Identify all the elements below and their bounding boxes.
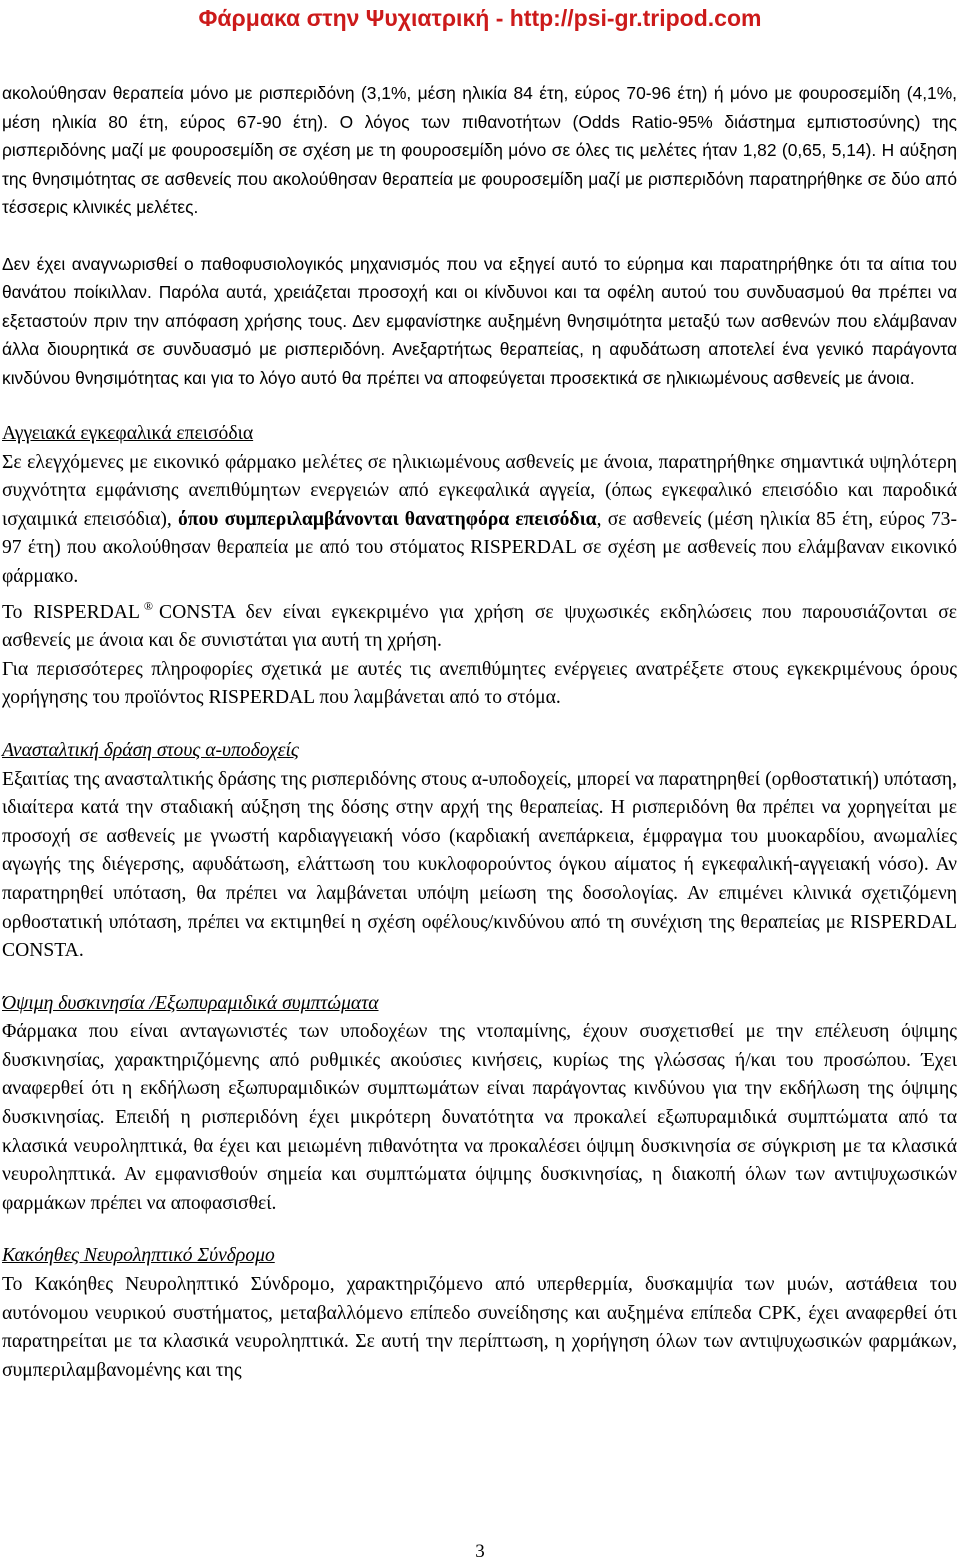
section-dyskinesia-paragraph: Φάρμακα που είναι ανταγωνιστές των υποδοχέων της ντοπαμίνης, έχουν συσχετισθεί με την επέλευση όψιμης δυσκινησίας, χαρακτηριζόμενης από ρυθμικές ακούσιες κινήσεις, κυρίως της γλώσσας ή/και του προσώπου. Έχει αναφερθεί ότι η εκδήλωση εξωπυραμιδικών συμπτωμάτων είναι παράγοντας κινδύνου για την εκδήλωση της όψιμης δυσκινησίας. Επειδή η ρισπεριδόνη έχει μικρότερη δυνατότητα να προκαλεί εξωπυραμιδικά συμπτώματα από τα κλασικά νευροληπτικά, θα έχει και μειωμένη πιθανότητα να προκαλέσει όψιμη δυσκινησία σε σύγκριση με τα κλασικά νευροληπτικά. Αν εμφανισθούν σημεία και συμπτώματα όψιμης δυσκινησίας, η διακοπή όλων των αντιψυχωσικών φαρμάκων πρέπει να αποφασισθεί.: [2, 1021, 957, 1214]
section-heading-vascular: Αγγειακά εγκεφαλικά επεισόδια: [2, 423, 254, 444]
section-heading-dyskinesia: Όψιμη δυσκινησία /Εξωπυραμιδικά συμπτώματα: [2, 992, 379, 1014]
section-alpha-paragraph: Εξαιτίας της ανασταλτικής δράσης της ρισπεριδόνης στους α-υποδοχείς, μπορεί να παρατηρηθεί (ορθοστατική) υπόταση, ιδιαίτερα κατά την σταδιακή αύξηση της δόσης στην αρχή της θεραπείας. Η ρισπεριδόνη θα πρέπει να χορηγείται με προσοχή σε ασθενείς με γνωστή καρδιαγγειακή νόσο (καρδιακή ανεπάρκεια, έμφραγμα του μυοκαρδίου, ανωμαλίες αγωγής της διέγερσης, αφυδάτωση, ελάττωση του κυκλοφορούντος όγκου αίματος ή εγκεφαλική-αγγειακή νόσο). Αν παρατηρηθεί υπόταση, θα πρέπει να λαμβάνεται υπόψη μείωση της δοσολογίας. Αν επιμένει κλινικά σχετιζόμενη ορθοστατική υπόταση, πρέπει να εκτιμηθεί η σχέση οφέλους/κινδύνου από τη συνέχιση της θεραπείας με RISPERDAL CONSTA.: [2, 768, 957, 962]
page-number: 3: [475, 1541, 485, 1562]
section-vascular-paragraph-3: Για περισσότερες πληροφορίες σχετικά με αυτές τις ανεπιθύμητες ενέργειες ανατρέξετε στους εγκεκριμένους όρους χορήγησης του προϊόντος RISPERDAL που λαμβάνεται από το στόμα.: [2, 658, 957, 709]
section-vascular-paragraph-2: Το RISPERDAL ® CONSTA δεν είναι εγκεκριμένο για χρήση σε ψυχωσικές εκδηλώσεις που παρουσιάζονται σε ασθενείς με άνοια και δε συνιστάται για αυτή τη χρήση.: [2, 598, 957, 652]
page-header: Φάρμακα στην Ψυχιατρική - http://psi-gr.tripod.com: [198, 5, 762, 31]
section-vascular-paragraph-1: Σε ελεγχόμενες με εικονικό φάρμακο μελέτες σε ηλικιωμένους ασθενείς με άνοια, παρατηρήθηκε σημαντικά υψηλότερη συχνότητα εμφάνισης ανεπιθύμητων ενεργειών από εγκεφαλικά αγγεία, (όπως εγκεφαλικό επεισόδιο και παροδικά ισχαιμικά επεισόδια), όπου συμπεριλαμβάνονται θανατηφόρα επεισόδια, σε ασθενείς (μέση ηλικία 85 έτη, εύρος 73-97 έτη) που ακολούθησαν θεραπεία με από του στόματος RISPERDAL σε σχέση με ασθενείς που ελάμβαναν εικονικό φάρμακο.: [2, 451, 957, 587]
section-nms-paragraph: Το Κακόηθες Νευροληπτικό Σύνδρομο, χαρακτηριζόμενο από υπερθερμία, δυσκαμψία των μυών, αστάθεια του αυτόνομου νευρικού συστήματος, μεταβαλλόμενο επίπεδο συνείδησης και αυξημένα επίπεδα CPK, έχει αναφερθεί ότι παρατηρείται με τα κλασικά νευροληπτικά. Σε αυτή την περίπτωση, η χορήγηση όλων των αντιψυχωσικών φαρμάκων, συμπεριλαμβανομένης και της: [2, 1274, 957, 1381]
document-body: [2, 79, 957, 1385]
registered-mark: ®: [143, 598, 154, 613]
section-heading-alpha: Ανασταλτική δράση στους α-υποδοχείς: [2, 739, 299, 761]
paragraph-2: Δεν έχει αναγνωρισθεί ο παθοφυσιολογικός μηχανισμός που να εξηγεί αυτό το εύρημα και παρατηρήθηκε ότι τα αίτια του θανάτου ποίκιλλαν. Παρόλα αυτά, χρειάζεται προσοχή και οι κίνδυνοι και τα οφέλη αυτού του συνδυασμού θα πρέπει να εξεταστούν πριν την απόφαση χρήσης τους. Δεν εμφανίστηκε αυξημένη θνησιμότητα μεταξύ των ασθενών που ελάμβαναν άλλα διουρητικά σε συνδυασμό με ρισπεριδόνη. Ανεξαρτήτως θεραπείας, η αφυδάτωση αποτελεί ένα γενικό παράγοντα κινδύνου θνησιμότητας και για το λόγο αυτό θα πρέπει να αποφεύγεται προσεκτικά σε ηλικιωμένους ασθενείς με άνοια.: [2, 253, 957, 388]
bold-emphasis: όπου συμπεριλαμβάνονται θανατηφόρα επεισόδια: [177, 508, 597, 530]
paragraph-1: ακολούθησαν θεραπεία μόνο με ρισπεριδόνη (3,1%, μέση ηλικία 84 έτη, εύρος 70-96 έτη) ή μόνο με φουροσεμίδη (4,1%, μέση ηλικία 80 έτη, εύρος 67-90 έτη). Ο λόγος των πιθανοτήτων (Odds Ratio-95% διάστημα εμπιστοσύνης) της ρισπεριδόνης μαζί με φουροσεμίδη σε σχέση με τη φουροσεμίδη μόνο σε όλες τις μελέτες ήταν 1,82 (0,65, 5,14). Η αύξηση της θνησιμότητας σε ασθενείς που ακολούθησαν θεραπεία με φουροσεμίδη μαζί με ρισπεριδόνη παρατηρήθηκε σε δύο από τέσσερις κλινικές μελέτες.: [2, 83, 957, 217]
section-heading-nms: Κακόηθες Νευροληπτικό Σύνδρομο: [2, 1245, 275, 1267]
